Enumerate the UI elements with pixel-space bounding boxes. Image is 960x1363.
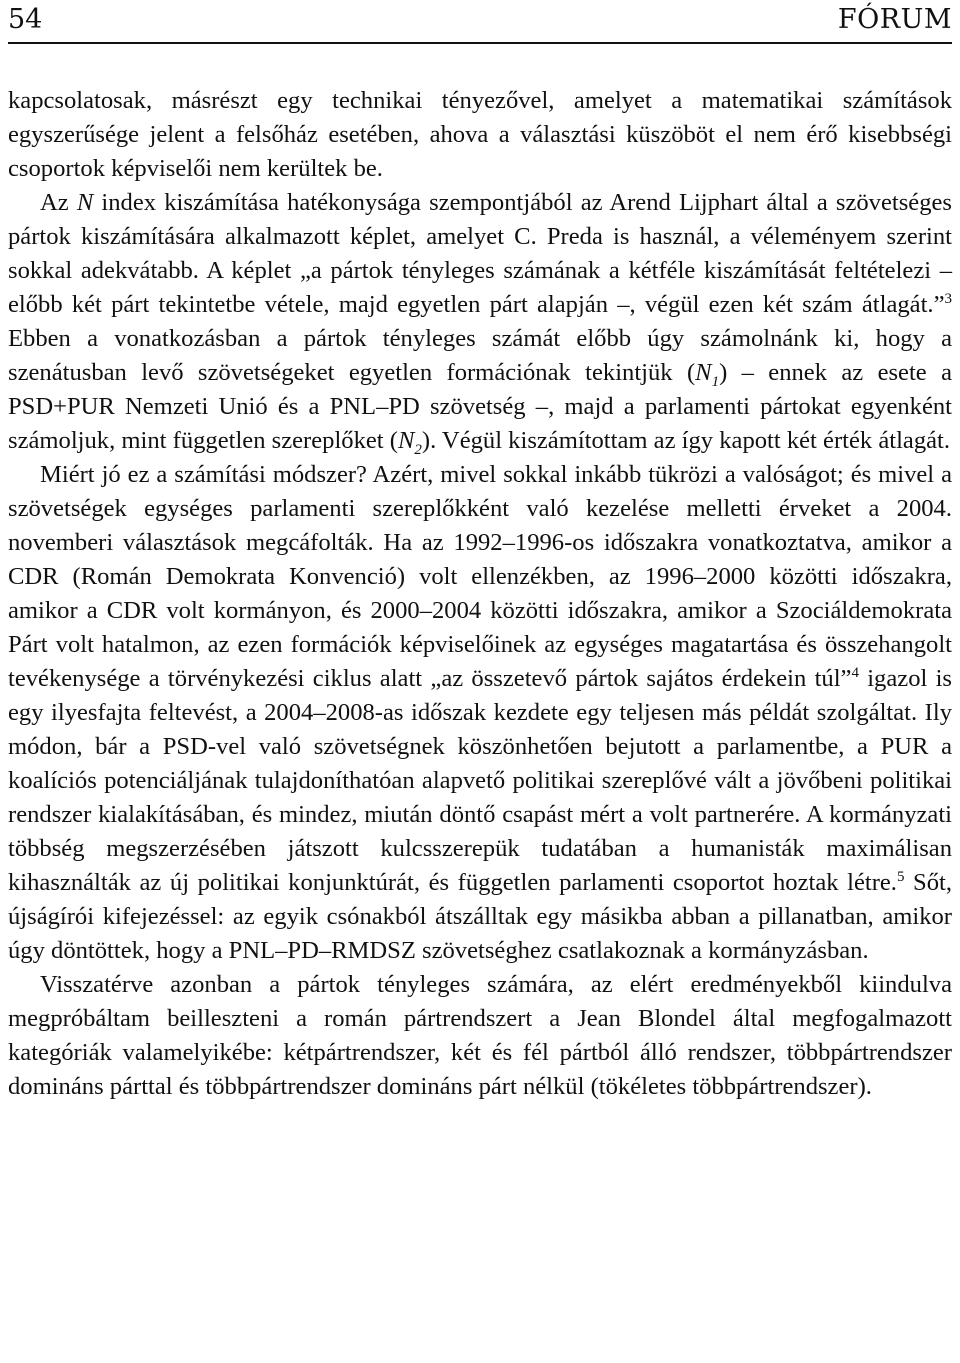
running-head: FÓRUM — [837, 4, 952, 35]
variable-n2: N — [397, 427, 415, 454]
text-run: ) – ennek az esete a PSD+PUR Nemzeti Unió és a PNL–PD szövetség –, majd a parlamenti pártokat egyenként számoljuk, mint független szereplőket ( — [8, 359, 952, 454]
text-run: index kiszámítása hatékonysága szempontjából az Arend Lijphart által a szövetséges pártok kiszámítására alkalmazott képlet, amelyet C. Preda is használ, a véleményem szerint sokkal adekvátabb. A képlet „a pártok tényleges számának a kétféle kiszámítását feltételezi – előbb két párt tekintetbe vétele, majd egyetlen párt alapján –, végül ezen két szám átlagát.” — [8, 189, 953, 318]
paragraph-4 — [8, 968, 952, 1104]
subscript-1: 1 — [711, 374, 720, 390]
text-run: Miért jó ez a számítási módszer? Azért, mivel sokkal inkább tükrözi a valóságot; és mivel a szövetségek egységes parlamenti szereplőkként való kezelése melletti érveket a 2004. novemberi választások megcáfolták. Ha az 1992–1996-os időszakra vonatkoztatva, amikor a CDR (Román Demokrata Konvenció) volt ellenzékben, az 1996–2000 közötti időszakra, amikor a CDR volt kormányon, és 2000–2004 közötti időszakra, amikor a Szociáldemokrata Párt volt hatalmon, az ezen formációk képviselőinek az egységes magatartása és összehangolt tevékenysége a törvénykezési ciklus alatt „az összetevő pártok sajátos érdekein túl” — [8, 461, 952, 692]
footnote-ref-4: 4 — [851, 665, 859, 681]
text-run: Az — [40, 189, 77, 216]
variable-n: N — [76, 189, 94, 216]
text-run: Ebben a vonatkozásban a pártok tényleges számát előbb úgy számolnánk ki, hogy a szenátusban levő szövetségeket egyetlen formációnak tekintjük ( — [8, 325, 952, 386]
page-number: 54 — [8, 4, 43, 35]
footnote-ref-3: 3 — [944, 291, 952, 307]
text-run: ). Végül kiszámítottam az így kapott két érték átlagát. — [421, 427, 951, 454]
paragraph-3 — [8, 458, 952, 968]
footnote-ref-5: 5 — [896, 869, 905, 885]
body-text — [8, 84, 952, 1104]
subscript-2: 2 — [414, 442, 422, 458]
text-run: igazol is egy ilyesfajta feltevést, a 2004–2008-as időszak kezdete egy teljesen más példát szolgáltat. Ily módon, bár a PSD-vel való szövetségnek köszönhetően bejutott a parlamentbe, a PUR a koalíciós potenciáljának tulajdoníthatóan alapvető politikai szereplővé vált a jövőbeni politikai rendszer kialakításában, és mindez, miután döntő csapást mért a volt partnerére. A kormányzati többség megszerzésében játszott kulcsszerepük tudatában a humanisták maximálisan kihasználták az új politikai konjunktúrát, és független parlamenti csoportot hoztak létre. — [8, 665, 952, 896]
variable-n1: N — [695, 359, 712, 386]
paragraph-2 — [8, 186, 952, 458]
paragraph-1 — [8, 84, 952, 186]
text-run: kapcsolatosak, másrészt egy technikai tényezővel, amelyet a matematikai számítások egyszerűsége jelent a felsőház esetében, ahova a választási küszöböt el nem érő kisebbségi csoportok képviselői nem kerültek be. — [8, 87, 952, 182]
page-header — [8, 2, 952, 44]
text-run: Sőt, újságírói kifejezéssel: az egyik csónakból átszálltak egy másikba abban a pillanatban, amikor úgy döntöttek, hogy a PNL–PD–RMDSZ szövetséghez csatlakoznak a kormányzásban. — [8, 869, 952, 964]
text-run: Visszatérve azonban a pártok tényleges számára, az elért eredményekből kiindulva megpróbáltam beilleszteni a román pártrendszert a Jean Blondel által megfogalmazott kategóriák valamelyikébe: kétpártrendszer, két és fél pártból álló rendszer, többpártrendszer domináns párttal és többpártrendszer domináns párt nélkül (tökéletes többpártrendszer). — [8, 971, 952, 1100]
